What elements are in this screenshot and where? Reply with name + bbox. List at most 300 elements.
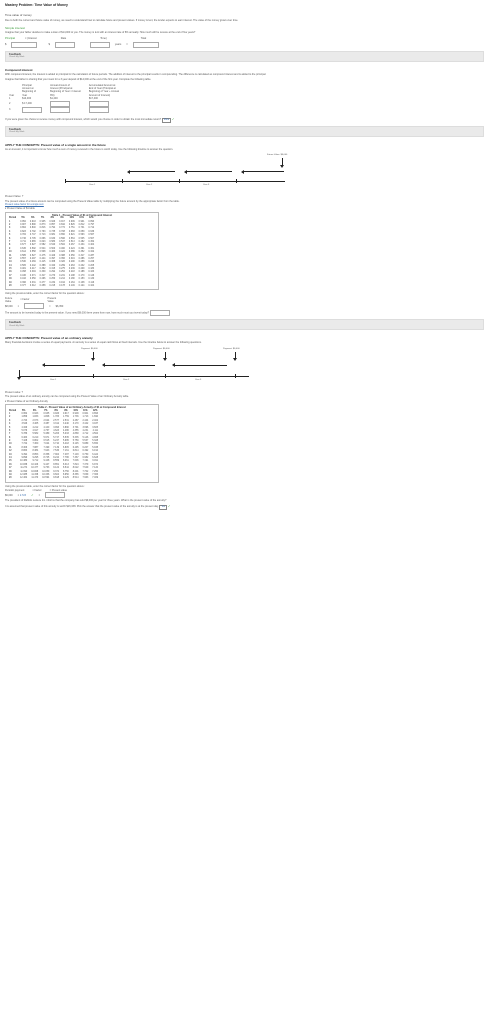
table-cell: 4.111 bbox=[92, 429, 98, 432]
table-cell: 0.507 bbox=[88, 237, 95, 240]
table-cell: 0.331 bbox=[29, 281, 36, 284]
table-cell: 0.239 bbox=[68, 268, 75, 271]
table-row bbox=[7, 234, 96, 237]
table-cell: 10.106 bbox=[31, 463, 39, 466]
table-cell: 8.061 bbox=[63, 460, 69, 463]
table-cell: 0.104 bbox=[88, 285, 95, 288]
table-cell: 0.286 bbox=[78, 257, 85, 260]
table-cell: 4.355 bbox=[72, 429, 79, 432]
table-cell: 10.380 bbox=[20, 460, 28, 463]
future-value-label: Future Value: $8,000 bbox=[267, 154, 288, 157]
table-cell: 0.794 bbox=[49, 227, 56, 230]
apply2-paragraph: Many financial decisions involve a series of equal payments. An annuity is a series of equal cash flows at fixed intervals. Use the timeline below to answer the following questions. bbox=[5, 341, 202, 345]
table-cell: 8.384 bbox=[32, 450, 39, 453]
table-cell: 0.901 bbox=[78, 220, 85, 223]
table-cell: 0.909 bbox=[72, 412, 79, 415]
table-cell: 0.469 bbox=[29, 261, 36, 264]
table-cell: 0.596 bbox=[59, 237, 65, 240]
table-cell: 0.784 bbox=[20, 234, 26, 237]
table-cell: 3.037 bbox=[92, 423, 98, 426]
table-cell: 6.463 bbox=[21, 436, 28, 439]
check-my-work-link[interactable]: Check My Work bbox=[9, 324, 25, 327]
interest-label: × (Interest bbox=[24, 37, 37, 41]
column-header: 8% bbox=[54, 409, 58, 412]
table-cell: 0.475 bbox=[39, 254, 46, 257]
arrow-down-icon bbox=[91, 358, 95, 361]
table-toggle[interactable]: ▾ Present Value of $1 table bbox=[5, 207, 35, 211]
table-cell: 0.416 bbox=[20, 278, 26, 281]
table-cell: 0.467 bbox=[68, 244, 75, 247]
table-cell: 11.470 bbox=[31, 477, 39, 480]
table-cell: 9.712 bbox=[32, 460, 39, 463]
table-cell: 0.371 bbox=[29, 274, 36, 277]
table-cell: 7.120 bbox=[92, 467, 98, 470]
table-cell: 1.759 bbox=[63, 416, 69, 419]
table-cell: 5.786 bbox=[21, 433, 28, 436]
table-cell: 3.312 bbox=[53, 423, 59, 426]
table-cell: 0.547 bbox=[59, 240, 65, 243]
time-label: Time) bbox=[100, 37, 107, 41]
column-header: 12% bbox=[92, 409, 98, 412]
table-cell: 3.890 bbox=[63, 426, 69, 429]
column-header: 5% bbox=[22, 409, 26, 412]
arrow-left-icon bbox=[127, 170, 130, 174]
column-header: 8% bbox=[50, 217, 54, 220]
equals-sign: = bbox=[126, 43, 128, 47]
table-cell: 0.164 bbox=[68, 281, 75, 284]
table-cell: 0.277 bbox=[39, 281, 46, 284]
table-cell: 12.085 bbox=[20, 473, 28, 476]
table-cell: 2.577 bbox=[53, 419, 59, 422]
table-cell: 0.708 bbox=[59, 230, 65, 233]
table-cell: 7.786 bbox=[63, 457, 69, 460]
table-cell: 7.487 bbox=[63, 453, 69, 456]
table-row: 2 $ 17,400 bbox=[5, 101, 123, 107]
table-cell: 0.146 bbox=[88, 274, 95, 277]
table-cell: 0.711 bbox=[20, 240, 26, 243]
table-cell: 2.723 bbox=[21, 419, 28, 422]
table-row bbox=[7, 251, 96, 254]
table-cell: 9.763 bbox=[43, 467, 50, 470]
table-cell: 0.557 bbox=[20, 257, 26, 260]
apply1-paragraph: As an investor, it is important to know how much a sum of money received in the future is worth today. Use the following timeline to answer the question. bbox=[5, 147, 174, 151]
table-cell: 0.540 bbox=[49, 244, 56, 247]
table-cell: 0.583 bbox=[49, 240, 56, 243]
table-cell: 8.358 bbox=[43, 453, 50, 456]
table-cell: 7.702 bbox=[82, 470, 89, 473]
table-cell: 7.904 bbox=[53, 453, 59, 456]
apply2-paragraph-3: The president of Rabbits Leisure Inc. informs that the company has sold $6,000 per year for three years. What is the present value of the annuity? bbox=[5, 499, 167, 503]
table-cell: 0.873 bbox=[39, 223, 46, 226]
table-cell: 0.890 bbox=[29, 223, 36, 226]
table-cell: 0.623 bbox=[39, 240, 46, 243]
table-cell: 5.971 bbox=[43, 436, 50, 439]
table-cell: 15 bbox=[9, 268, 12, 271]
table-cell: 0.636 bbox=[88, 230, 95, 233]
table-cell: 10.594 bbox=[42, 477, 50, 480]
table-cell: 6.811 bbox=[92, 460, 98, 463]
table-cell: 0.422 bbox=[59, 251, 65, 254]
table-cell: 0.665 bbox=[29, 240, 36, 243]
table-cell: 6.210 bbox=[32, 436, 39, 439]
table-cell: 0.315 bbox=[49, 268, 56, 271]
table-cell: 5.537 bbox=[82, 440, 89, 443]
table-cell: 0.290 bbox=[68, 261, 75, 264]
table-cell: 0.424 bbox=[68, 247, 75, 250]
table-cell: 8.559 bbox=[53, 460, 59, 463]
column-header: Period bbox=[9, 409, 17, 412]
feedback-panel-1 bbox=[5, 51, 484, 62]
table-cell: 4.564 bbox=[92, 433, 98, 436]
amount-prefix-2: $ bbox=[48, 43, 50, 47]
table-cell: 0.497 bbox=[29, 257, 36, 260]
table-cell: 6.145 bbox=[72, 443, 79, 446]
table-cell: 4.486 bbox=[63, 429, 69, 432]
table-cell: 6.628 bbox=[92, 457, 98, 460]
arrow-down-icon bbox=[233, 358, 237, 361]
table-cell: 0.444 bbox=[39, 257, 46, 260]
table-cell: 0.396 bbox=[20, 281, 26, 284]
table-cell: 3.546 bbox=[21, 423, 28, 426]
invest-today-input[interactable] bbox=[150, 310, 170, 316]
compound-interest-paragraph-2: Imagine that father is sharing that you invest for a 3-year deposit of $14,000 at the end of the first year. Complete the following table. bbox=[5, 78, 152, 82]
table-cell: 10 bbox=[9, 443, 12, 446]
table-cell: 0.394 bbox=[29, 271, 36, 274]
table-cell: 0.481 bbox=[20, 268, 26, 271]
table-cell: 7.963 bbox=[82, 477, 89, 480]
table-cell: 6.424 bbox=[92, 453, 98, 456]
compound-interest-heading: Compound interest bbox=[5, 67, 33, 72]
table-cell: 0.564 bbox=[68, 237, 75, 240]
table-cell: 2.444 bbox=[82, 419, 89, 422]
table-cell: 6.194 bbox=[92, 450, 98, 453]
years-label: years bbox=[114, 43, 122, 47]
table-cell: 9.122 bbox=[53, 467, 59, 470]
table-cell: 18 bbox=[9, 278, 12, 281]
table-cell: 0.218 bbox=[68, 271, 75, 274]
table-cell: 0.368 bbox=[49, 261, 56, 264]
table-cell: 0.681 bbox=[49, 234, 56, 237]
table-cell: 5.535 bbox=[63, 436, 69, 439]
check-my-work-link[interactable]: Check My Work bbox=[9, 131, 25, 134]
table-cell: 11 bbox=[9, 446, 12, 449]
table-cell: 0.713 bbox=[39, 234, 46, 237]
table-cell: 8.950 bbox=[63, 473, 69, 476]
table-cell: 0.356 bbox=[59, 257, 65, 260]
table-cell: 0.935 bbox=[43, 412, 50, 415]
principal-input-3[interactable] bbox=[22, 107, 42, 113]
table-cell: 0.188 bbox=[78, 271, 85, 274]
table-cell: 8 bbox=[9, 436, 11, 439]
apply2-calc: Periodic payment × Factor = Present value $6,000 × 2.723 ✓ = bbox=[5, 489, 68, 498]
table-cell: 5 bbox=[9, 426, 11, 429]
table-cell: 6.802 bbox=[32, 440, 39, 443]
table-cell: 0.763 bbox=[39, 230, 46, 233]
feedback-panel-3: Feedback Check My Work bbox=[5, 319, 484, 330]
table-cell: 0.614 bbox=[20, 251, 26, 254]
table-cell: 0.943 bbox=[32, 412, 39, 415]
table-cell: 0.659 bbox=[78, 230, 85, 233]
timeline-1: Future Value: $8,000 Year 1 Year 2 Year 3 bbox=[89, 154, 288, 187]
accumulated-input-3[interactable] bbox=[89, 107, 109, 113]
table-cell: 0.350 bbox=[29, 278, 36, 281]
table-cell: 8.745 bbox=[43, 457, 50, 460]
table-cell: 13 bbox=[9, 261, 12, 264]
table-cell: 4.329 bbox=[21, 426, 28, 429]
table-cell: 20 bbox=[9, 285, 12, 288]
table-cell: 11 bbox=[9, 254, 12, 257]
table-cell: 0.138 bbox=[78, 281, 85, 284]
table-cell: 0.513 bbox=[68, 240, 75, 243]
time-input[interactable] bbox=[90, 42, 110, 48]
table-cell: 9.372 bbox=[53, 470, 59, 473]
table-row: 1 $14,000 $1,400 $17,400 bbox=[9, 97, 98, 101]
column-header: 10% bbox=[69, 217, 75, 220]
table-cell: 0.952 bbox=[21, 412, 28, 415]
hint-link[interactable]: Present value factor for a single sum bbox=[5, 202, 44, 206]
table-cell: 0.926 bbox=[53, 412, 59, 415]
arrow-left-icon bbox=[184, 170, 187, 174]
table-row bbox=[7, 467, 100, 470]
table-cell: 5.759 bbox=[72, 440, 79, 443]
table-cell: 7.191 bbox=[82, 460, 89, 463]
page-title: Mastery Problem: Time Value of Money bbox=[5, 3, 68, 7]
table-cell: 0.792 bbox=[29, 230, 36, 233]
table-cell: 7 bbox=[9, 433, 11, 436]
table-cell: 0.544 bbox=[39, 247, 46, 250]
table-cell: 0.299 bbox=[59, 264, 65, 267]
table-cell: 0.317 bbox=[39, 274, 46, 277]
table-cell: 4.623 bbox=[53, 429, 59, 432]
table-cell: 0.508 bbox=[39, 251, 46, 254]
table-cell: 0.163 bbox=[88, 271, 95, 274]
column-header: 5% bbox=[21, 217, 25, 220]
table-cell: 7.499 bbox=[43, 446, 50, 449]
table-cell: 7.824 bbox=[72, 463, 79, 466]
table-cell: 8.851 bbox=[53, 463, 59, 466]
table-cell: 3 bbox=[9, 227, 11, 230]
table-cell: 0.683 bbox=[68, 230, 75, 233]
principal-header: Principal Amount at Beginning of Year bbox=[22, 83, 36, 97]
table-cell: 0.535 bbox=[78, 237, 85, 240]
annuity-pv-input[interactable] bbox=[45, 492, 65, 498]
table-cell: 0.215 bbox=[49, 285, 56, 288]
table-cell: 15 bbox=[9, 460, 12, 463]
table-cell: 5.650 bbox=[92, 443, 98, 446]
table-cell: 0.952 bbox=[20, 220, 26, 223]
table-cell: 0.901 bbox=[82, 412, 89, 415]
table-cell: 0.935 bbox=[39, 220, 46, 223]
table-cell: 6.805 bbox=[63, 446, 69, 449]
table-cell: 0.857 bbox=[49, 223, 56, 226]
table-cell: 1 bbox=[9, 412, 11, 415]
table-cell: 5.389 bbox=[43, 433, 50, 436]
factor-input[interactable] bbox=[24, 303, 44, 309]
table-cell: 9.604 bbox=[53, 473, 59, 476]
total-input[interactable] bbox=[133, 42, 159, 48]
table-cell: 7.887 bbox=[32, 446, 39, 449]
table-cell: 0.943 bbox=[29, 220, 36, 223]
rate-input[interactable] bbox=[55, 42, 75, 48]
table-cell: 17 bbox=[9, 274, 12, 277]
table-cell: 6.418 bbox=[63, 443, 69, 446]
table-cell: 5.938 bbox=[92, 446, 98, 449]
table-cell: 7.839 bbox=[82, 473, 89, 476]
table-cell: 7.366 bbox=[92, 473, 98, 476]
table-cell: 10.828 bbox=[31, 470, 39, 473]
table-cell: 0.180 bbox=[68, 278, 75, 281]
table-cell: 1.808 bbox=[43, 416, 50, 419]
table-cell: 9 bbox=[9, 440, 11, 443]
table-cell: 6 bbox=[9, 429, 11, 432]
table-cell: 18 bbox=[9, 470, 12, 473]
table-cell: 0.275 bbox=[59, 268, 65, 271]
table-cell: 0.907 bbox=[20, 223, 26, 226]
answer-dropdown[interactable]: More bbox=[162, 118, 171, 123]
table-cell: 0.194 bbox=[59, 281, 65, 284]
column-header: 12% bbox=[88, 217, 94, 220]
table-cell: 0.452 bbox=[88, 240, 95, 243]
table-cell: 1.713 bbox=[82, 416, 89, 419]
section-title: Time value of money bbox=[5, 12, 32, 17]
table-cell: 3.102 bbox=[82, 423, 89, 426]
table-cell: 5.747 bbox=[53, 436, 59, 439]
table-cell: 9.108 bbox=[43, 460, 50, 463]
table-cell: 9.295 bbox=[32, 457, 39, 460]
table-cell: 3.791 bbox=[72, 426, 79, 429]
table-cell: 1.690 bbox=[92, 416, 98, 419]
table-cell: 7.108 bbox=[21, 440, 28, 443]
table-cell: 0.391 bbox=[78, 247, 85, 250]
table-cell: 7.250 bbox=[92, 470, 98, 473]
table-cell: 10 bbox=[9, 251, 12, 254]
table-row bbox=[7, 423, 100, 426]
table-cell: 4.712 bbox=[82, 433, 89, 436]
table-cell: 7.103 bbox=[72, 453, 79, 456]
interest-header: Annual Amount of Interest (Principal at Beginning of Year × Interest 8%) bbox=[50, 83, 81, 97]
table-cell: 5.206 bbox=[53, 433, 59, 436]
table-cell: 4 bbox=[9, 423, 11, 426]
table-cell: 0.326 bbox=[59, 261, 65, 264]
table-cell: 7.360 bbox=[32, 443, 39, 446]
intro-paragraph: Due to both the current and future value of money, we need to understand how to calculate future and present values. If money is lent, the lender expects to earn interest. The value of the money grows over time. bbox=[5, 18, 239, 22]
table-cell: 3.993 bbox=[53, 426, 59, 429]
table-cell: 8.365 bbox=[72, 473, 79, 476]
table-cell: 5.889 bbox=[82, 443, 89, 446]
table-cell: 6.974 bbox=[92, 463, 98, 466]
table-row bbox=[7, 278, 96, 281]
table-cell: 0.677 bbox=[20, 244, 26, 247]
table-cell: 3.465 bbox=[32, 423, 39, 426]
table-cell: 2.624 bbox=[43, 419, 50, 422]
table-cell: 7.024 bbox=[43, 443, 50, 446]
table-cell: 9.129 bbox=[63, 477, 69, 480]
table-toggle[interactable]: ▾ Present Value of an Ordinary Annuity bbox=[5, 399, 48, 403]
principal-input[interactable] bbox=[11, 42, 37, 48]
table-cell: 0.864 bbox=[20, 227, 26, 230]
table-cell: 10.838 bbox=[20, 463, 28, 466]
table-cell: 0.116 bbox=[88, 281, 95, 284]
table-cell: 6 bbox=[9, 237, 11, 240]
table-cell: 0.530 bbox=[20, 261, 26, 264]
table-cell: 4.767 bbox=[43, 429, 50, 432]
table-cell: 0.388 bbox=[39, 264, 46, 267]
table-cell: 0.397 bbox=[49, 257, 56, 260]
table-cell: 0.502 bbox=[59, 244, 65, 247]
interest-input-3[interactable] bbox=[50, 107, 70, 113]
table-cell: 10.477 bbox=[31, 467, 39, 470]
table-cell: 0.124 bbox=[78, 285, 85, 288]
table-cell: 0.460 bbox=[59, 247, 65, 250]
table-cell: 17 bbox=[9, 467, 12, 470]
table-cell: 7.549 bbox=[82, 467, 89, 470]
column-header: Period bbox=[9, 217, 17, 220]
table-cell: 0.287 bbox=[88, 254, 95, 257]
table-cell: 0.388 bbox=[59, 254, 65, 257]
column-header: 6% bbox=[33, 409, 37, 412]
table-cell: 1 bbox=[9, 220, 11, 223]
column-header: 6% bbox=[31, 217, 35, 220]
table-cell: 0.627 bbox=[29, 244, 36, 247]
table-cell: 6.710 bbox=[53, 443, 59, 446]
table-cell: 0.917 bbox=[59, 220, 65, 223]
table-cell: 0.585 bbox=[20, 254, 26, 257]
column-header: 7% bbox=[44, 409, 48, 412]
table-cell: 8.853 bbox=[32, 453, 39, 456]
present-value-table: Table 1 - Present Value of $1 at Compound Interest Period 5% 6% 7% 8% 9% 10% 11% 12% 1 0.952 0.943 0.935 0.926 0.917 0.909 0.901 0.893 2 0.907 0.890 0.873 0.857 0.842 0.826 0.812 0.797 3 0.864 0.840 0.816 0.794 0.772 0.751 0.731 0.712 4 0.823 0.792 0.763 0.735 0.708 0.683 0.659 0.636 5 0.784 0.747 0.713 0.681 0.650 0.621 0.593 0.567 6 0.746 0.705 0.666 0.630 0.596 0.564 0.535 0.507 7 0.711 0.665 0.623 0.583 0.547 0.513 0.482 0.452 8 0.677 0.627 0.582 0.540 0.502 0.467 0.434 0.404 9 0.645 0.592 0.544 0.500 0.460 0.424 0.391 0.361 10 0.614 0.558 0.508 0.463 0.422 0.386 0.352 0.322 11 0.585 0.527 0.475 0.429 0.388 0.350 0.317 0.287 12 0.557 0.497 0.444 0.397 0.356 0.319 0.286 0.257 13 0.530 0.469 0.415 0.368 0.326 0.290 0.258 0.229 14 0.505 0.442 0.388 0.340 0.299 0.263 0.232 0.205 15 0.481 0.417 0.362 0.315 0.275 0.239 0.209 0.183 16 0.458 0.394 0.339 0.292 0.252 0.218 0.188 0.163 17 0.436 0.371 0.317 0.270 0.231 0.198 0.170 0.146 18 0.416 0.350 0.296 0.250 0.212 0.180 0.153 0.130 19 0.396 0.331 0.277 0.232 0.194 0.164 0.138 0.116 20 0.377 0.312 0.258 0.215 0.178 0.149 0.124 0.104 bbox=[5, 212, 159, 291]
table-cell: 0.747 bbox=[29, 234, 36, 237]
table-cell: 12 bbox=[9, 450, 12, 453]
table-cell: 9.394 bbox=[21, 453, 28, 456]
table-cell: 3 bbox=[9, 419, 11, 422]
present-value-label: Present Value: ? bbox=[5, 195, 24, 199]
arrow-left-icon bbox=[42, 363, 45, 367]
apply2-heading: APPLY THE CONCEPTS: Present value of an ordinary annuity bbox=[5, 336, 93, 341]
apply2-paragraph-2: The present value of an ordinary annuity can be computed using the Present Value of an Ordinary Annuity table. bbox=[5, 395, 129, 399]
table-cell: 0.558 bbox=[29, 251, 36, 254]
table-cell: 0.232 bbox=[78, 264, 85, 267]
table-cell: 0.232 bbox=[49, 281, 56, 284]
table-cell: 0.567 bbox=[88, 234, 95, 237]
table-cell: 0.735 bbox=[49, 230, 56, 233]
table-cell: 0.582 bbox=[39, 244, 46, 247]
table-cell: 0.666 bbox=[39, 237, 46, 240]
table-cell: 0.630 bbox=[49, 237, 56, 240]
column-header: 11% bbox=[83, 409, 88, 412]
table-cell: 8.244 bbox=[53, 457, 59, 460]
table-cell: 6.247 bbox=[53, 440, 59, 443]
table-cell: 4.100 bbox=[43, 426, 50, 429]
table-cell: 0.417 bbox=[29, 268, 36, 271]
table-cell: 0.434 bbox=[78, 244, 85, 247]
table-cell: 16 bbox=[9, 271, 12, 274]
annuity-answer-dropdown[interactable]: Yes bbox=[159, 505, 167, 510]
simple-interest-heading: Simple interest bbox=[5, 25, 25, 30]
table-cell: 0.436 bbox=[20, 274, 26, 277]
table-cell: 0.926 bbox=[49, 220, 56, 223]
table-cell: 2.673 bbox=[32, 419, 39, 422]
table-cell: 0.797 bbox=[88, 223, 95, 226]
table-cell: 0.746 bbox=[20, 237, 26, 240]
table-cell: 0.377 bbox=[20, 285, 26, 288]
table-cell: 4.968 bbox=[92, 436, 98, 439]
table-cell: 0.258 bbox=[78, 261, 85, 264]
pv-table-2 bbox=[7, 409, 100, 480]
check-my-work-link[interactable]: Check My Work bbox=[9, 56, 25, 59]
table-cell: 6.750 bbox=[82, 453, 89, 456]
year-header: Year bbox=[9, 93, 15, 97]
table-cell: 6.515 bbox=[43, 440, 50, 443]
